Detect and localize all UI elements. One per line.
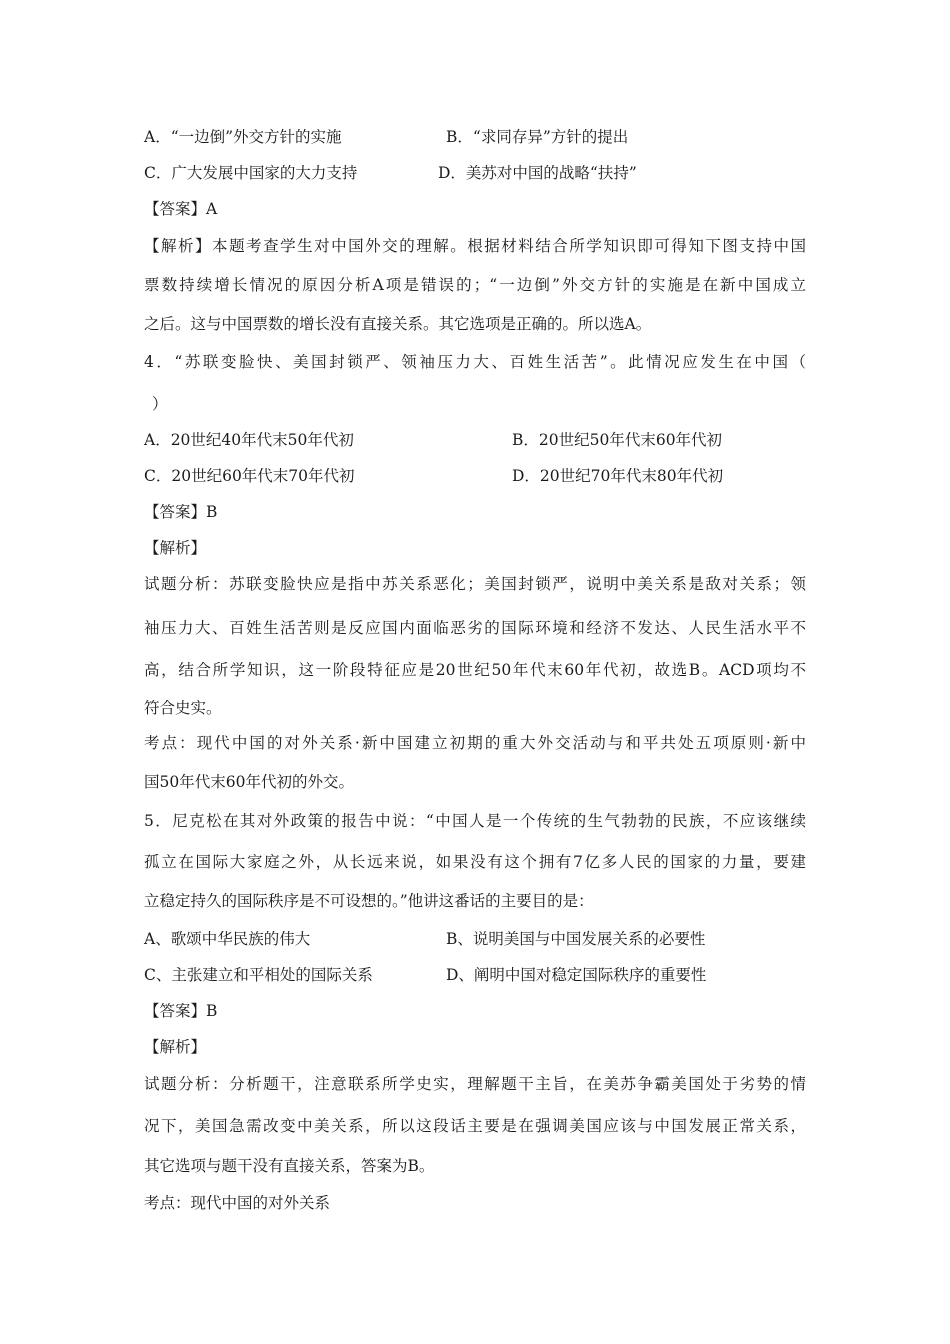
- q5-option-c: C、主张建立和平相处的国际关系: [144, 966, 373, 984]
- q3-analysis-line: 【解析】本题考查学生对中国外交的理解。根据材料结合所学知识即可得知下图支持中国: [144, 237, 806, 255]
- q5-stem-line: 5．尼克松在其对外政策的报告中说：“中国人是一个传统的生气勃勃的民族，不应该继续: [144, 812, 806, 830]
- q3-analysis-line: 票数持续增长情况的原因分析A项是错误的；“一边倒”外交方针的实施是在新中国成立: [144, 276, 806, 294]
- q4-option-a: A．20世纪40年代末50年代初: [144, 431, 354, 449]
- q4-analysis-line: 试题分析：苏联变脸快应是指中苏关系恶化；美国封锁严，说明中美关系是敌对关系；领: [144, 575, 806, 593]
- q3-option-d: D．美苏对中国的战略“扶持”: [438, 164, 637, 182]
- q5-stem-line: 立稳定持久的国际秩序是不可设想的。”他讲这番话的主要目的是：: [144, 892, 594, 910]
- q5-kaodian: 考点：现代中国的对外关系: [144, 1194, 331, 1212]
- q4-kaodian-line: 国50年代末60年代初的外交。: [144, 773, 354, 791]
- q5-option-b: B、说明美国与中国发展关系的必要性: [446, 930, 706, 948]
- q5-analysis-line: 况下，美国急需改变中美关系，所以这段话主要是在强调美国应该与中国发展正常关系，: [144, 1117, 806, 1135]
- q4-option-c: C．20世纪60年代末70年代初: [144, 467, 355, 485]
- q5-analysis-head: 【解析】: [144, 1038, 207, 1056]
- q4-analysis-head: 【解析】: [144, 539, 207, 557]
- q4-analysis-line: 符合史实。: [144, 699, 222, 717]
- q4-kaodian-line: 考点：现代中国的对外关系·新中国建立初期的重大外交活动与和平共处五项原则·新中: [144, 734, 806, 752]
- q5-option-a: A、歌颂中华民族的伟大: [144, 930, 311, 948]
- q3-analysis-line: 之后。这与中国票数的增长没有直接关系。其它选项是正确的。所以选A。: [144, 315, 652, 333]
- q5-analysis-line: 试题分析：分析题干，注意联系所学史实，理解题干主旨，在美苏争霸美国处于劣势的情: [144, 1075, 806, 1093]
- q4-option-d: D．20世纪70年代末80年代初: [512, 467, 724, 485]
- q5-analysis-line: 其它选项与题干没有直接关系，答案为B。: [144, 1157, 435, 1175]
- q3-option-b: B．“求同存异”方针的提出: [446, 128, 629, 146]
- q4-stem-line: 4．“苏联变脸快、美国封锁严、领袖压力大、百姓生活苦”。此情况应发生在中国（: [144, 353, 806, 371]
- q4-stem-line: ）: [152, 395, 168, 413]
- q4-analysis-line: 高，结合所学知识，这一阶段特征应是20世纪50年代末60年代初，故选B。ACD项均不: [144, 661, 806, 679]
- q3-option-a: A．“一边倒”外交方针的实施: [144, 128, 342, 146]
- q4-answer: 【答案】B: [144, 503, 218, 521]
- q3-option-c: C．广大发展中国家的大力支持: [144, 164, 358, 182]
- q5-answer: 【答案】B: [144, 1002, 218, 1020]
- q4-option-b: B．20世纪50年代末60年代初: [512, 431, 723, 449]
- q4-analysis-line: 袖压力大、百姓生活苦则是反应国内面临恶劣的国际环境和经济不发达、人民生活水平不: [144, 619, 806, 637]
- q5-stem-line: 孤立在国际大家庭之外，从长远来说，如果没有这个拥有7亿多人民的国家的力量，要建: [144, 853, 806, 871]
- q5-option-d: D、阐明中国对稳定国际秩序的重要性: [446, 966, 707, 984]
- q3-answer: 【答案】A: [144, 200, 218, 218]
